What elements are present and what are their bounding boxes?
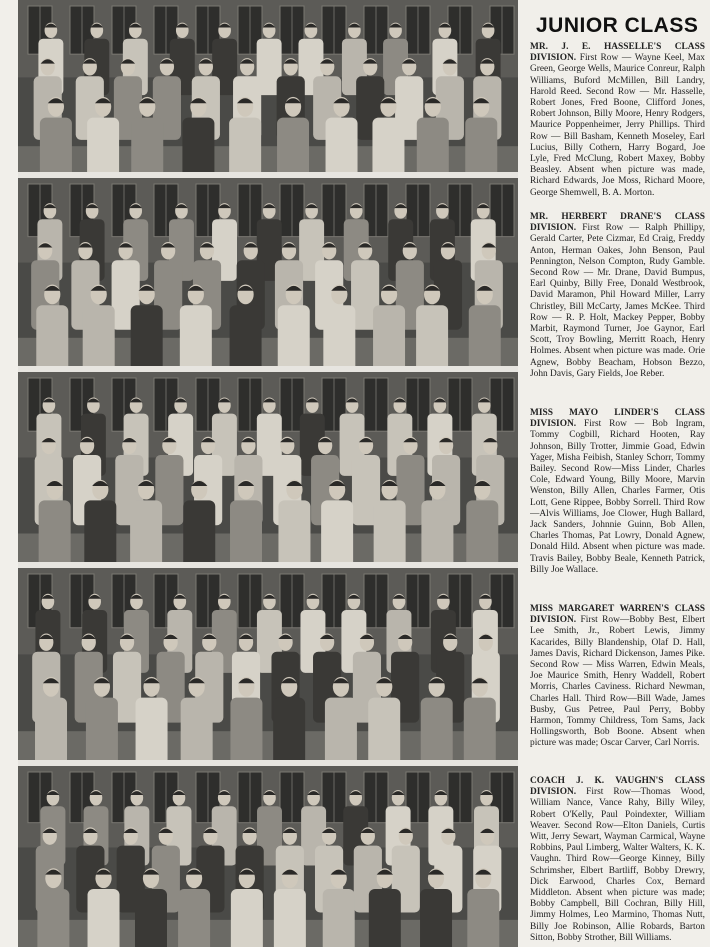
caption-heading: MR. J. E. HASSELLE'S CLASS DIVISION. [530,42,705,64]
class-photo-4 [18,568,518,760]
caption-hasselle [530,42,705,199]
caption-body: First Row — Wayne Keel, Max Green, George Wells, Maurice Conreur, Ralph Williams, Buford McMillen, Bill Landry, Harold Reed. Second Row — Mr. Hasselle, Robert Jones, Fred Boone, Clifford Jones, Robert Johnson, Billy Moore, Henry Rodgers, Maurice Poppenheimer, Jerry Phillips. Third Row — Bill Basham, Kenneth Moseley, Earl Lucius, Billy Cothern, Harry Bogard, Joe Lyle, Fred McClung, Robert Maxey, Bobby Beasley. Absent when picture was made, Richard Edwards, Joe Moss, Richard Moore, George Shemwell, B. A. Morton. [530,53,705,198]
class-photo-2 [18,178,518,366]
caption-body: First Row—Bobby Best, Elbert Lee Smith, Jr., Robert Lewis, Jimmy Kacarides, Billy Blandenship, Olaf D. Hall, James Davis, Richard Dickenson, James Pike. Second Row — Miss Warren, Edwin Meals, Joe Maurice Smith, Henry Waddell, Robert Morris, Charles Caviness. Richard Newman, Charles Hall. Third Row—Bill Wade, James Busby, Gus Petree, Paul Perry, Bobby Harmon, Tommy Childress, Tom Sams, Jack Hollingsworth, Bob Boone. Absent when picture was made; Oscar Carver, Carl Norris. [530,615,705,749]
caption-body: First Row — Ralph Phillipy, Gerald Carter, Pete Cizmar, Ed Craig, Freddy Anton, Herman Oakes, John Benson, Paul Pennington, Nelson Compton, Rudy Gamble. Second Row — Mr. Drane, David Bumpus, Earl Quinby, Billy Free, Donald Westbrook, David Maramon, Phil Howard Miller, Larry Christley, Bill McCarty, James McKee. Third Row — R. P. Holt, Mackey Pepper, Bobby Marbit, Raymond Turner, Joe Gaynor, Earl Scott, Troy Bowling, Merritt Roach, Henry Holmes. Absent when picture was made. Orie Agnew, Bobby Beacham, Hobson Bezzo, John Davis, Gary Fields, Joe Reber. [530,223,705,379]
caption-body: First Row—Thomas Wood, William Nance, Vance Rahy, Billy Wiley, Robert O'Kelly, Paul Poindexter, William Weaver. Second Row—Elton Daniels, Curtis Witt, Jerry Sewart, Wayman Carmical, Wayne Robbins, Paul Limberg, Walter Walters, K. K. Vaughn. Third Row—George Kinney, Billy Schrimsher, Elbert Bartliff, Bobby Drewry, Dick Earwood, Charles Cox, Bernard Middleton. Absent when picture was made; Bobby Campbell, Bill Cochran, Billy Hill, Jimmy Holmes, Leo Marmino, Thomas Nutt, Billy Joe Robinson, Allie Robards, Barton Sitton, Bobby Strother, Bill Williams. [530,787,705,943]
class-photo-1 [18,0,518,172]
caption-heading: MR. HERBERT DRANE'S CLASS DIVISION. [530,212,705,234]
class-photo-3 [18,372,518,562]
caption-heading: MISS MAYO LINDER'S CLASS DIVISION. [530,408,705,430]
caption-heading: COACH J. K. VAUGHN'S CLASS DIVISION. [530,776,705,798]
caption-heading: MISS MARGARET WARREN'S CLASS DIVISION. [530,604,705,626]
caption-linder [530,408,705,576]
caption-column [530,0,705,947]
caption-vaughn [530,776,705,944]
caption-body: First Row — Bob Ingram, Tommy Cogbill, Richard Hooten, Ray Johnson, Billy Trotter, Jimmie Goad, Edwin Yager, Misha Feibish, Stanley Schorr, Tommy Bailey. Second Row—Miss Linder, Charles Cole, Edward Young, Billy Moore, Marvin Wenston, Billy Allen, Charles Farmer, Otis Lott, Gene Rippee, Bobby Sorrell. Third Row—Alvis Williams, Joe Clower, Hugh Ballard, Jack Sanders, Johnnie Guinn, Bob Allen, Charles Thomas, Pat Lowry, Donald Agnew, Donald Hild. Absent when picture was made. Travis Bailey, Bobby Beale, Kenneth Patrick, Billy Joe Wallace. [530,419,705,575]
photo-column [18,0,518,947]
class-photo-5 [18,766,518,947]
caption-drane [530,212,705,380]
caption-warren [530,604,705,750]
page-title: JUNIOR CLASS [536,14,699,37]
